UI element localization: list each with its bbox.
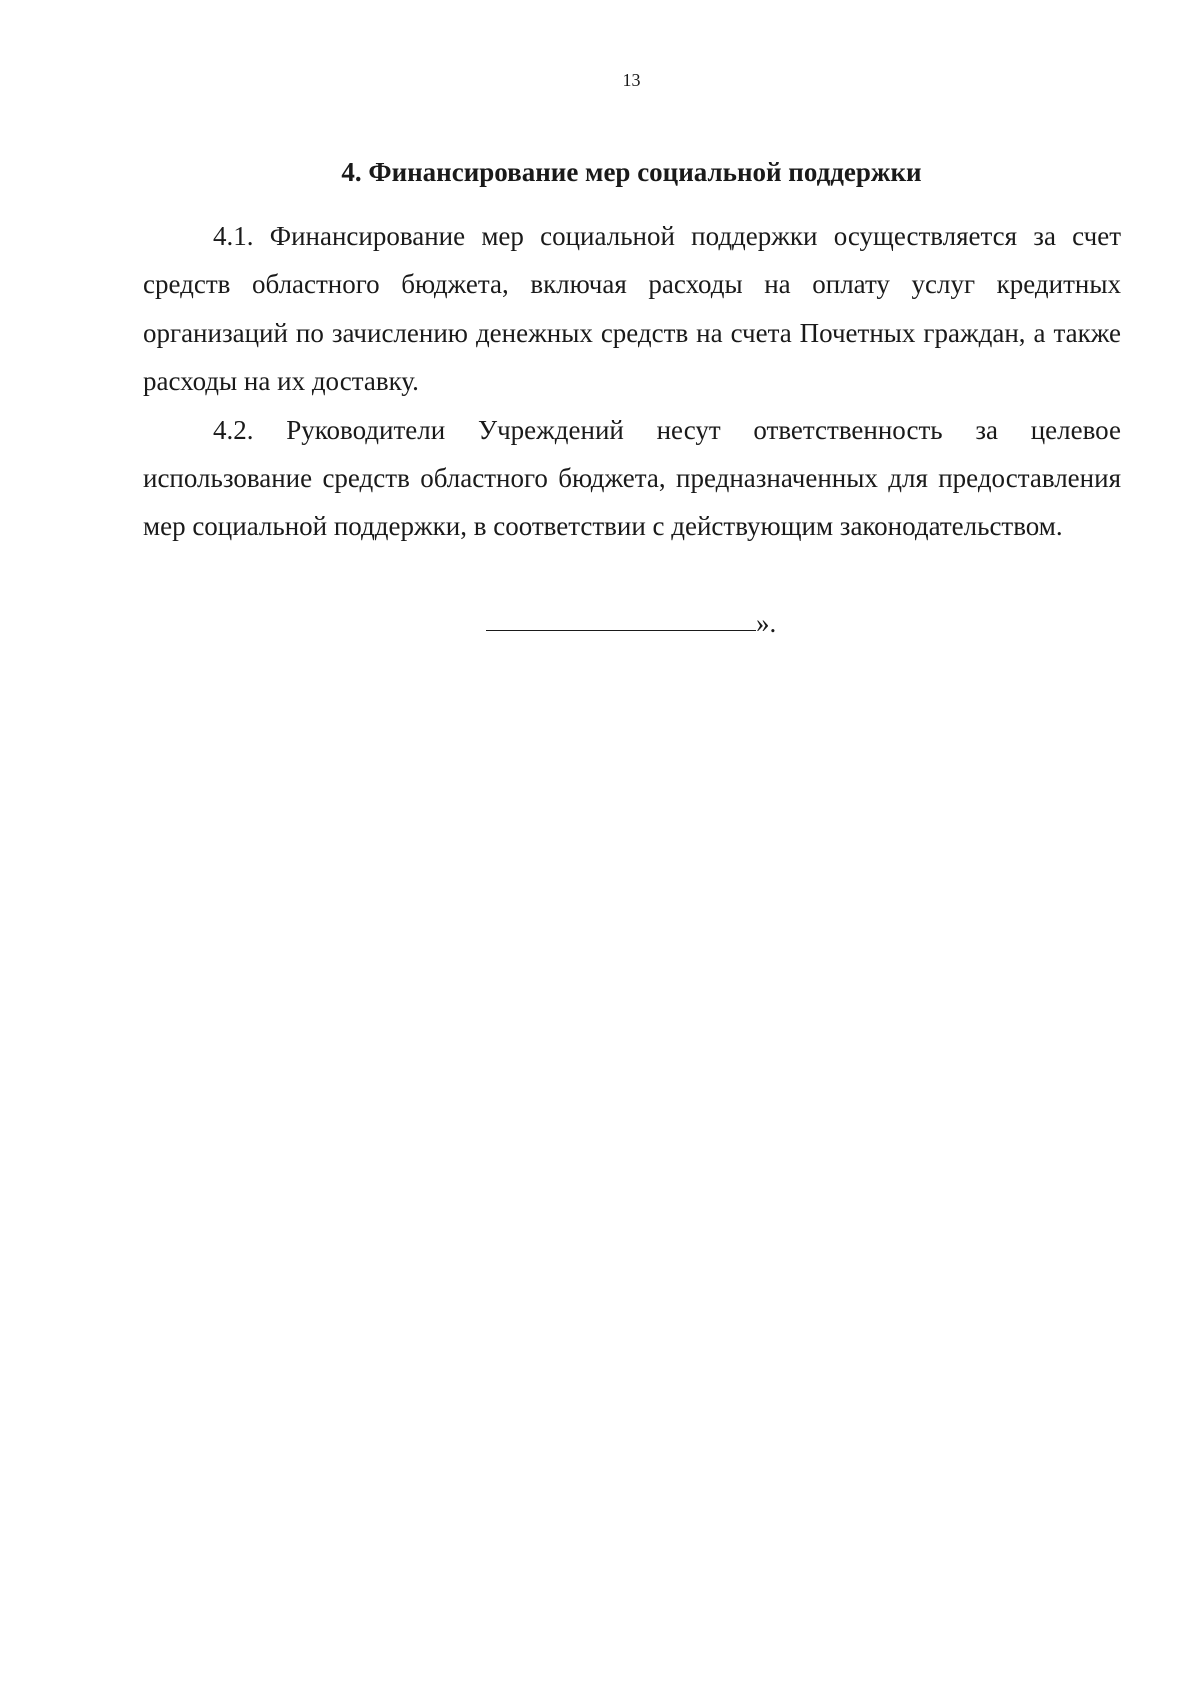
paragraph-4-1: 4.1. Финансирование мер социальной поддержки осуществляется за счет средств областного бюджета, включая расходы на оплату услуг кредитных организаций по зачислению денежных средств на счета Почетных граждан, а также расходы на их доставку. [143,221,1121,397]
page-number: 13 [622,70,641,90]
section-title: 4. Финансирование мер социальной поддержки [341,157,922,187]
section-body [143,212,1121,551]
end-underline [486,604,756,631]
closing-line [486,605,776,640]
closing-quote-mark: ». [756,608,777,638]
paragraph-4-2: 4.2. Руководители Учреждений несут ответственность за целевое использование средств областного бюджета, предназначенных для предоставления мер социальной поддержки, в соответствии с действующим законодательством. [143,414,1121,542]
